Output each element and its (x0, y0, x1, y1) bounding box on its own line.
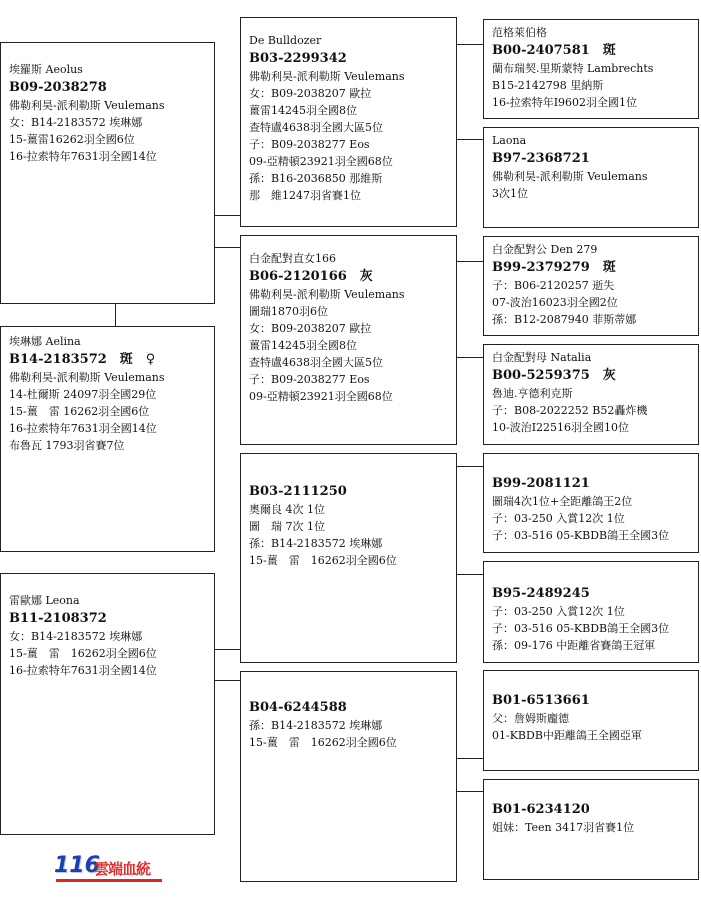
box-line: 姐妹：Teen 3417羽省賽1位 (492, 821, 635, 834)
box-line: 子：B06-2120257 逝失 (492, 279, 615, 292)
connector-line (457, 139, 483, 140)
box-line: 16-拉索特年7631羽全國14位 (9, 422, 157, 435)
ring-number: B00-5259375 灰 (492, 368, 616, 383)
box-line: 15-薑 雷 16262羽全國6位 (9, 405, 150, 418)
box-name: 埃羅斯 Aeolus (9, 63, 83, 76)
ring-number: B01-6234120 (492, 802, 590, 817)
box-line: 10-波治Ⅰ22516羽全國10位 (492, 421, 630, 434)
box-line: 魯迪.亨德利克斯 (492, 387, 573, 400)
ring-number: B03-2111250 (249, 484, 347, 499)
box-line: 孫：B14-2183572 埃琳娜 (249, 719, 383, 732)
connector-line (215, 649, 240, 650)
box-name: 白金配對母 Natalia (492, 351, 592, 364)
pedigree-box-aelina (0, 326, 215, 552)
box-line: 佛勒利昊-派利勒斯 Veulemans (249, 288, 405, 301)
box-line: 女：B14-2183572 埃琳娜 (9, 630, 143, 643)
box-line: 15-薑雷16262羽全國6位 (9, 133, 135, 146)
box-line: 01-KBDB中距離鴿王全國亞軍 (492, 729, 642, 742)
pedigree-box-b01-6234120 (483, 779, 699, 880)
brand-logo (54, 853, 166, 883)
box-line: 07-波治16023羽全國2位 (492, 296, 618, 309)
ring-number: B11-2108372 (9, 611, 107, 626)
box-line: 圖 瑞 7次 1位 (249, 520, 325, 533)
ring-number: B95-2489245 (492, 586, 590, 601)
logo-text: 雲端血統 (94, 860, 151, 878)
connector-line (215, 215, 240, 216)
box-line: 16-拉索特年7631羽全國14位 (9, 150, 157, 163)
ring-number: B01-6513661 (492, 693, 590, 708)
pedigree-box-b04-6244588 (240, 671, 457, 882)
box-line: 子：03-516 05-KBDB鴿王全國3位 (492, 622, 670, 635)
box-line: 佛勒利昊-派利勒斯 Veulemans (9, 371, 165, 384)
box-line: 子：B09-2038277 Eos (249, 138, 370, 151)
box-line: 奧爾良 4次 1位 (249, 503, 325, 516)
box-line: 16-拉索特年Ⅰ9602羽全國1位 (492, 96, 638, 109)
ring-number: B97-2368721 (492, 151, 590, 166)
box-line: 佛勒利昊-派利勒斯 Veulemans (249, 70, 405, 83)
box-line: 女：B09-2038207 歐拉 (249, 87, 372, 100)
box-line: 14-杜爾斯 24097羽全國29位 (9, 388, 157, 401)
pedigree-box-leona (0, 573, 215, 835)
pedigree-box-vangeleberg (483, 19, 699, 119)
pedigree-box-b03-2111250 (240, 453, 457, 663)
ring-number: B14-2183572 斑 ♀ (9, 352, 156, 367)
pedigree-box-de-bulldozer (240, 17, 457, 227)
pedigree-box-platinum-hen-166 (240, 235, 457, 445)
box-line: 子：B08-2022252 B52轟炸機 (492, 404, 648, 417)
box-line: 查特盧4638羽全國大區5位 (249, 121, 383, 134)
box-line: 佛勒利昊-派利勒斯 Veulemans (9, 99, 165, 112)
connector-line (215, 680, 240, 681)
box-line: 15-薑 雷 16262羽全國6位 (249, 736, 397, 749)
box-name: 白金配對公 Den 279 (492, 243, 598, 256)
connector-line (457, 261, 483, 262)
ring-number: B00-2407581 斑 (492, 43, 616, 58)
connector-line (457, 758, 483, 759)
box-name: 埃琳娜 Aelina (9, 335, 81, 348)
logo-underline (56, 879, 162, 882)
ring-number: B99-2081121 (492, 476, 590, 491)
connector-line (457, 44, 483, 45)
connector-line (457, 574, 483, 575)
box-line: 09-亞精頓23921羽全國68位 (249, 155, 393, 168)
ring-number: B06-2120166 灰 (249, 269, 373, 284)
box-line: 圖瑞4次1位+全距離鴿王2位 (492, 495, 633, 508)
box-line: 09-亞精頓23921羽全國68位 (249, 390, 393, 403)
box-line: 薑雷14245羽全國8位 (249, 104, 357, 117)
pedigree-box-laona (483, 127, 699, 228)
box-line: 子：03-516 05-KBDB鴿王全國3位 (492, 529, 670, 542)
ring-number: B03-2299342 (249, 51, 347, 66)
box-name: 雷歐娜 Leona (9, 594, 80, 607)
box-line: 女：B09-2038207 歐拉 (249, 322, 372, 335)
box-line: 佛勒利昊-派利勒斯 Veulemans (492, 170, 648, 183)
box-line: 蘭布瑞契.里斯蒙特 Lambrechts (492, 62, 654, 75)
box-line: 圖瑞1870羽6位 (249, 305, 328, 318)
box-line: B15-2142798 里納斯 (492, 79, 604, 92)
ring-number: B09-2038278 (9, 80, 107, 95)
box-line: 布魯瓦 1793羽省賽7位 (9, 439, 125, 452)
connector-line (457, 791, 483, 792)
box-line: 15-薑 雷 16262羽全國6位 (9, 647, 157, 660)
box-line: 孫：B16-2036850 那維斯 (249, 172, 383, 185)
pedigree-box-b01-6513661 (483, 670, 699, 771)
connector-line (457, 466, 483, 467)
box-line: 3次1位 (492, 187, 528, 200)
connector-line (115, 304, 116, 326)
connector-line (457, 357, 483, 358)
box-line: 子：03-250 入賞12次 1位 (492, 605, 625, 618)
box-name: Laona (492, 134, 527, 147)
pedigree-box-b95-2489245 (483, 561, 699, 663)
box-line: 子：03-250 入賞12次 1位 (492, 512, 625, 525)
box-name: 白金配對直女166 (249, 252, 336, 265)
logo-number: 116 (54, 853, 100, 878)
box-line: 16-拉索特年7631羽全國14位 (9, 664, 157, 677)
box-name: 范格萊伯格 (492, 26, 547, 39)
box-line: 孫：B12-2087940 菲斯蒂娜 (492, 313, 637, 326)
pedigree-box-natalia (483, 344, 699, 445)
box-line: 父：詹姆斯龐德 (492, 712, 569, 725)
box-line: 查特盧4638羽全國大區5位 (249, 356, 383, 369)
connector-line (215, 247, 240, 248)
box-line: 那 維1247羽省賽1位 (249, 189, 361, 202)
box-line: 孫：09-176 中距離省賽鴿王冠軍 (492, 639, 656, 652)
ring-number: B99-2379279 斑 (492, 260, 616, 275)
pedigree-box-b99-2081121 (483, 453, 699, 553)
pedigree-box-den-279 (483, 236, 699, 336)
ring-number: B04-6244588 (249, 700, 347, 715)
pedigree-box-aeolus (0, 42, 215, 304)
box-line: 子：B09-2038277 Eos (249, 373, 370, 386)
box-line: 15-薑 雷 16262羽全國6位 (249, 554, 397, 567)
box-line: 薑雷14245羽全國8位 (249, 339, 357, 352)
box-line: 孫：B14-2183572 埃琳娜 (249, 537, 383, 550)
box-name: De Bulldozer (249, 34, 322, 47)
box-line: 女：B14-2183572 埃琳娜 (9, 116, 143, 129)
